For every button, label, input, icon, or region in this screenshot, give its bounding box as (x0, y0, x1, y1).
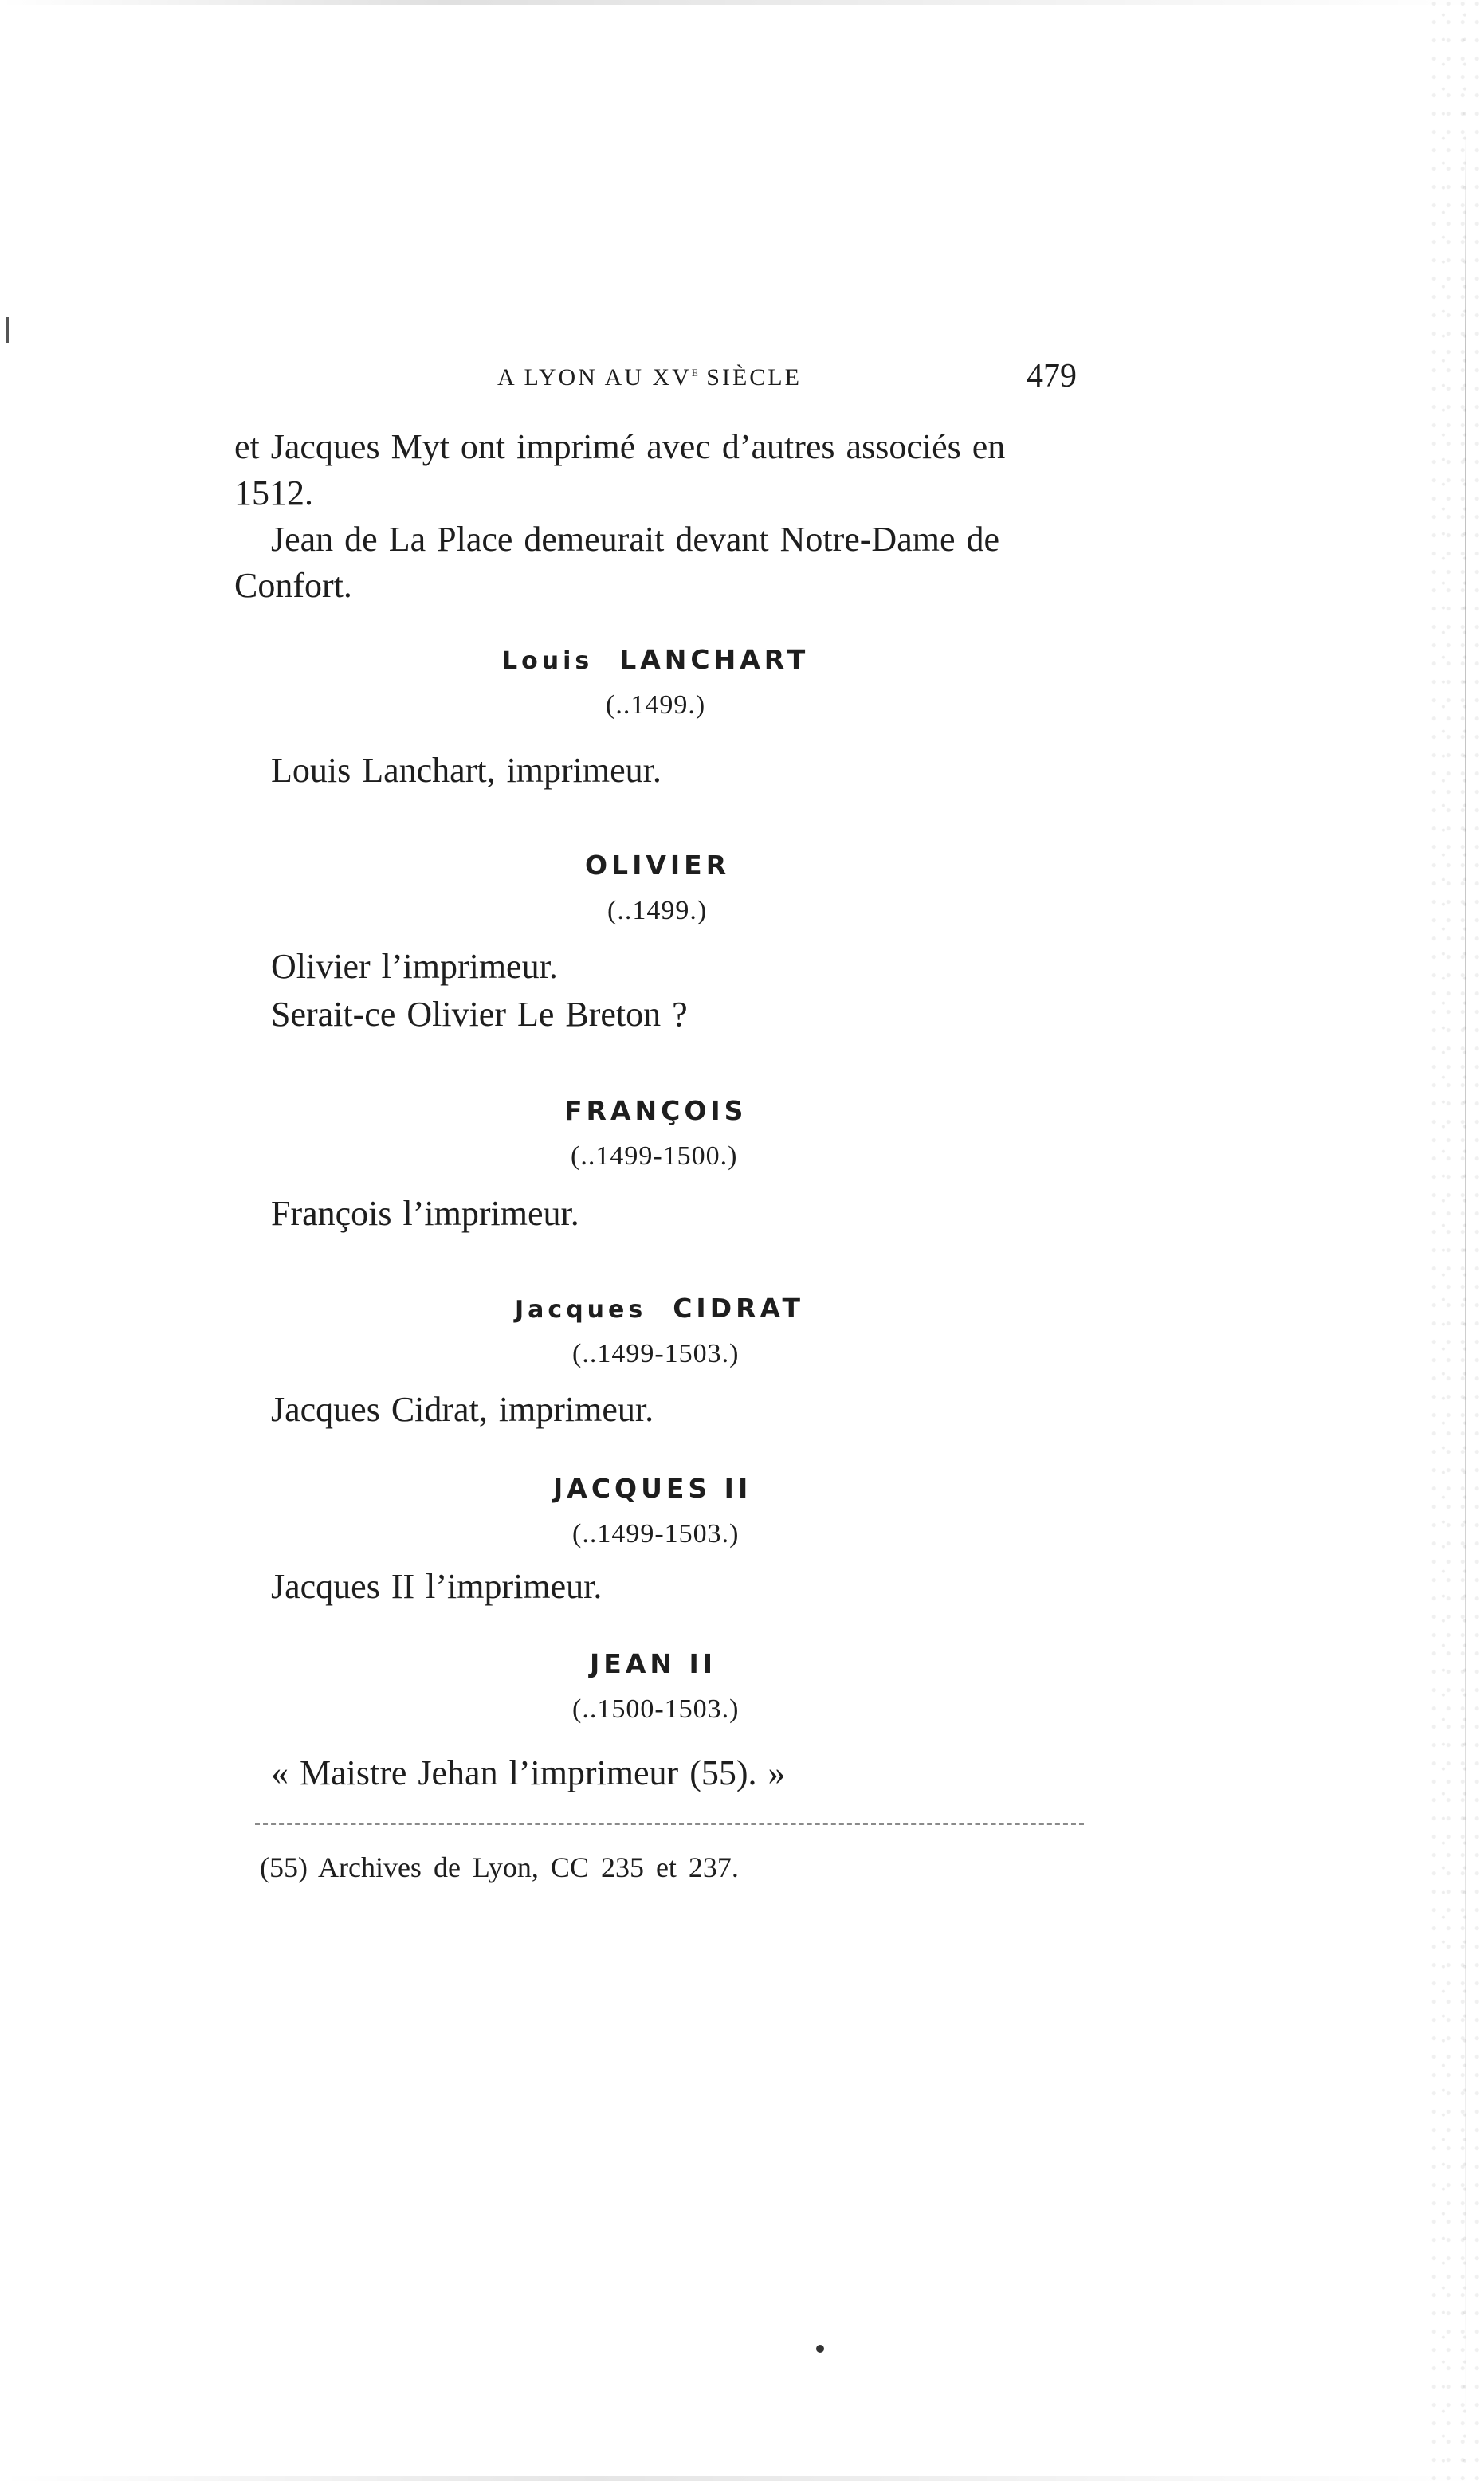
entry-heading-olivier: OLIVIER (585, 850, 731, 881)
entry-heading-jean-ii: JEAN II (590, 1648, 717, 1679)
entry-heading-jacques-ii: JACQUES II (553, 1473, 752, 1504)
running-head-suffix: SIÈCLE (697, 364, 802, 391)
scan-bottom-edge (0, 2476, 1484, 2481)
entry-dates: (..1499-1503.) (572, 1519, 740, 1549)
entry-heading-last: CIDRAT (673, 1293, 805, 1324)
entry-heading-lanchart (502, 644, 809, 675)
entry-dates: (..1499-1500.) (571, 1141, 738, 1171)
entry-heading-first: Jacques (515, 1296, 647, 1324)
entry-heading-last: LANCHART (619, 644, 810, 675)
entry-heading-cidrat (515, 1293, 804, 1324)
entry-text-line: Jacques II l’imprimeur. (271, 1567, 603, 1606)
paragraph-2-line-2: Confort. (234, 566, 352, 605)
entry-text-line: Jacques Cidrat, imprimeur. (271, 1390, 654, 1429)
paragraph-2-line-1: Jean de La Place demeurait devant Notre-Dame de (271, 520, 1000, 559)
entry-dates: (..1499-1503.) (572, 1339, 740, 1368)
entry-text-line: Serait-ce Olivier Le Breton ? (271, 995, 688, 1034)
footnote-rule (255, 1823, 1084, 1825)
running-head-superscript: e (691, 363, 698, 379)
scan-left-mark (6, 317, 9, 343)
running-head-text: A LYON AU XV (497, 364, 692, 391)
running-head (497, 363, 802, 391)
entry-text-line: Louis Lanchart, imprimeur. (271, 751, 662, 790)
entry-dates: (..1499.) (606, 690, 706, 720)
scan-right-edge (1428, 0, 1484, 2481)
opening-line-2: 1512. (234, 473, 313, 512)
opening-line-1: et Jacques Myt ont imprimé avec d’autres associés en (234, 427, 1006, 466)
entry-text-line: Olivier l’imprimeur. (271, 947, 558, 986)
entry-heading-francois: FRANÇOIS (564, 1095, 748, 1126)
entry-text-line: François l’imprimeur. (271, 1194, 579, 1233)
ink-dot (816, 2345, 824, 2353)
entry-dates: (..1500-1503.) (572, 1694, 740, 1724)
scan-edge-line (1465, 128, 1466, 2439)
entry-dates: (..1499.) (607, 896, 708, 925)
page-number: 479 (1027, 358, 1077, 395)
entry-text-line: « Maistre Jehan l’imprimeur (55). » (271, 1753, 786, 1792)
scan-top-edge (0, 0, 1484, 5)
entry-heading-first: Louis (502, 647, 594, 675)
footnote: (55) Archives de Lyon, CC 235 et 237. (260, 1851, 739, 1883)
